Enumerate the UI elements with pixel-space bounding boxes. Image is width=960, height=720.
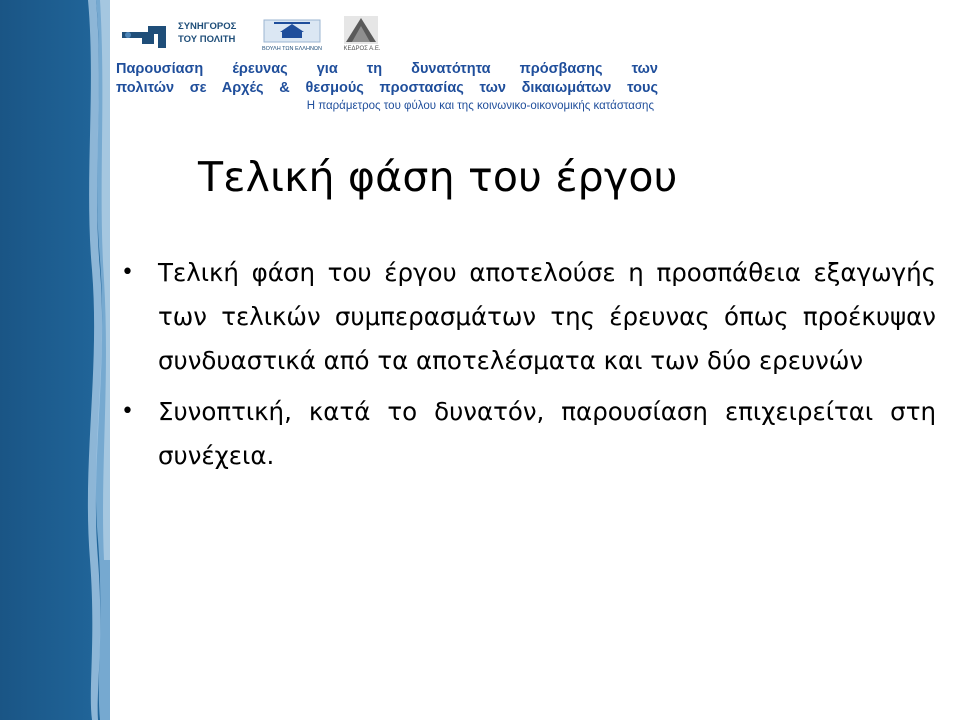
bullet-glyph: • bbox=[121, 399, 134, 424]
logo-strip bbox=[112, 8, 402, 52]
bullet-item bbox=[118, 390, 936, 478]
parliament-logo-icon bbox=[260, 12, 324, 46]
left-decorative-band bbox=[0, 0, 110, 720]
bullet-glyph: • bbox=[121, 260, 134, 285]
kedros-logo-text: ΚΕΔΡΟΣ Α.Ε. bbox=[343, 46, 381, 52]
band-wave-graphic bbox=[0, 0, 110, 720]
bullet-text: Συνοπτική, κατά το δυνατόν, παρουσίαση επιχειρείται στη συνέχεια. bbox=[158, 397, 936, 470]
parliament-logo-text: ΒΟΥΛΗ ΤΩΝ ΕΛΛΗΝΩΝ bbox=[261, 46, 323, 52]
bullet-item bbox=[118, 251, 936, 383]
banner-line-1: Παρουσίαση έρευνας για τη δυνατότητα πρόσβασης των bbox=[116, 61, 658, 77]
ombudsman-logo bbox=[120, 14, 235, 54]
bullet-text: Τελική φάση του έργου αποτελούσε η προσπάθεια εξαγωγής των τελικών συμπερασμάτων της έρευνας όπως προέκυψαν συνδυαστικά από τα αποτελέσματα και των δύο ερευνών bbox=[158, 258, 936, 375]
ombudsman-logo-text: ΣΥΝΗΓΟΡΟΣ ΤΟΥ ΠΟΛΙΤΗ bbox=[178, 21, 237, 45]
ombudsman-logo-icon bbox=[120, 20, 172, 50]
slide-title: Τελική φάση του έργου bbox=[198, 153, 678, 201]
banner-line-2: πολιτών σε Αρχές & θεσμούς προστασίας των δικαιωμάτων τους bbox=[116, 80, 658, 96]
bullet-list bbox=[118, 251, 936, 485]
kedros-logo-icon bbox=[340, 12, 384, 46]
banner-line-3: Η παράμετρος του φύλου και της κοινωνικο-οικονομικής κατάστασης bbox=[306, 100, 654, 112]
kedros-logo bbox=[340, 12, 384, 58]
banner-text bbox=[116, 60, 658, 115]
parliament-logo bbox=[260, 12, 324, 58]
header-banner bbox=[112, 0, 662, 118]
